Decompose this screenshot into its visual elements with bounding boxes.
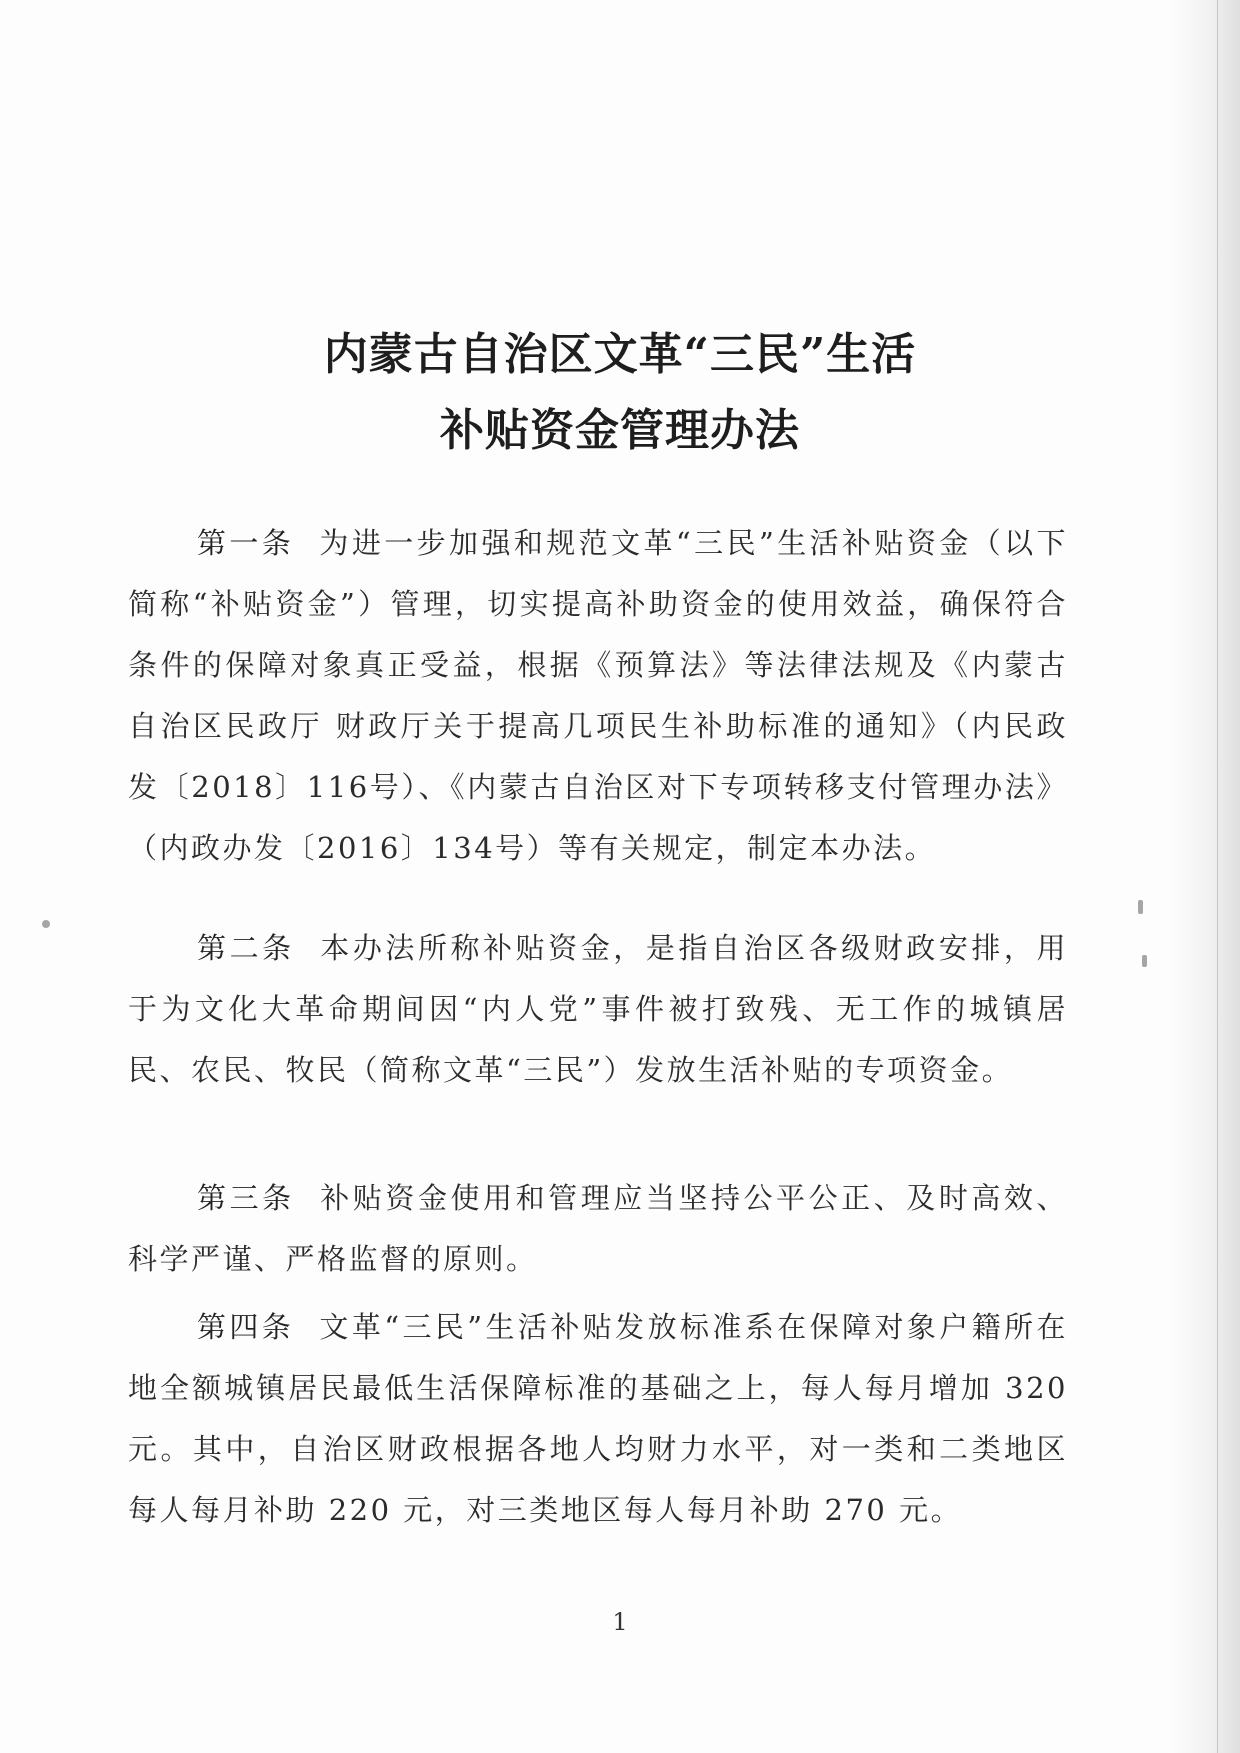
article-3-text: 补贴资金使用和管理应当坚持公平公正、及时高效、科学严谨、严格监督的原则。 <box>128 1181 1068 1276</box>
article-1-label: 第一条 <box>196 526 295 560</box>
scan-speck <box>1142 955 1147 967</box>
document-title-line1: 内蒙古自治区文革“三民”生活 <box>323 329 917 380</box>
scan-speck <box>42 920 50 928</box>
article-3-label: 第三条 <box>196 1181 295 1215</box>
article-1-text: 为进一步加强和规范文革“三民”生活补贴资金（以下简称“补贴资金”）管理，切实提高补助资金的使用效益，确保符合条件的保障对象真正受益，根据《预算法》等法律法规及《内蒙古自治区民政厅 财政厅关于提高几项民生补助标准的通知》（内民政发〔2018〕116号）、《内蒙古自治区对下专项转移支付管理办法》（内政办发〔2016〕134号）等有关规定，制定本办法。 <box>128 526 1068 865</box>
page-number: 1 <box>612 1608 628 1636</box>
scan-speck <box>1138 900 1143 914</box>
article-4-text: 文革“三民”生活补贴发放标准系在保障对象户籍所在地全额城镇居民最低生活保障标准的基础之上，每人每月增加 320 元。其中，自治区财政根据各地人均财力水平，对一类和二类地区每人每月补助 220 元，对三类地区每人每月补助 270 元。 <box>128 1310 1068 1527</box>
article-1-paragraph <box>128 513 1068 879</box>
article-2-text: 本办法所称补贴资金，是指自治区各级财政安排，用于为文化大革命期间因“内人党”事件被打致残、无工作的城镇居民、农民、牧民（简称文革“三民”）发放生活补贴的专项资金。 <box>128 931 1068 1087</box>
article-2-label: 第二条 <box>196 931 295 965</box>
document-title-line2: 补贴资金管理办法 <box>440 405 800 456</box>
article-3-paragraph <box>128 1168 1068 1290</box>
article-4-label: 第四条 <box>196 1310 295 1344</box>
article-2-paragraph <box>128 918 1068 1101</box>
scan-edge-line <box>1217 0 1218 1753</box>
article-4-paragraph <box>128 1297 1068 1541</box>
